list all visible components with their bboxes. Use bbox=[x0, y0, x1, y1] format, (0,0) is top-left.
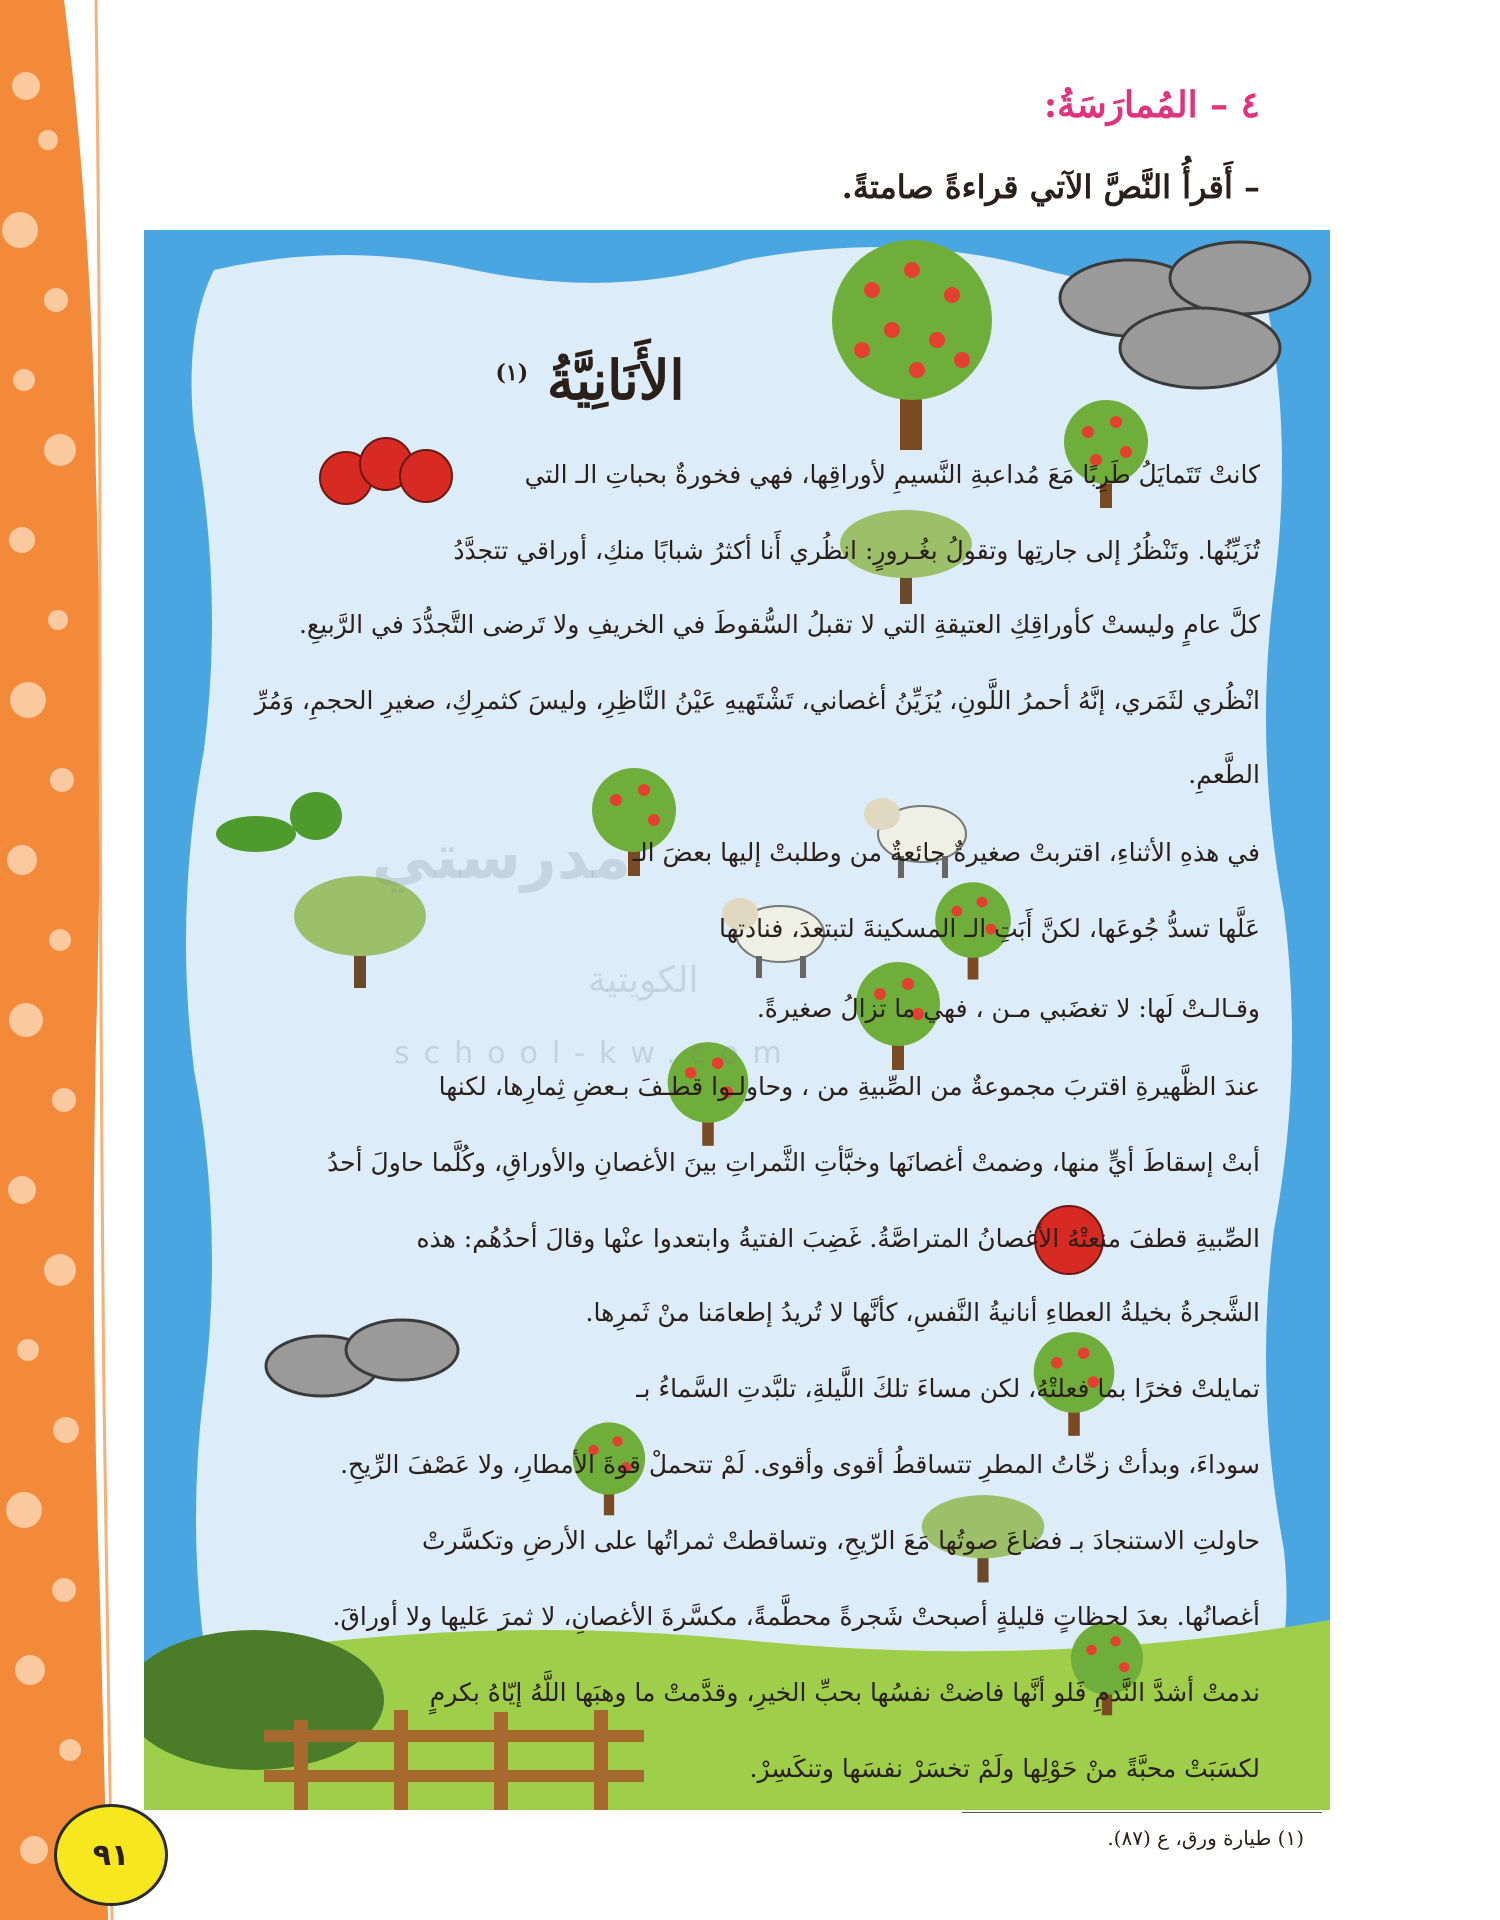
story-line: سوداءَ، وبدأتْ زخّاتُ المطرِ تتساقطُ أقوى وأقوى. لَمْ تتحملْ قوةَ الأمطارِ، ولا عَصْفَ الرِّيحِ. bbox=[340, 1450, 1260, 1479]
story-line: الصِّبيةِ قطفَ منعتْهُ الأغصانُ المتراصَّةُ. غَضِبَ الفتيةُ وابتعدوا عنْها وقالَ أحدُهُم: هذه bbox=[416, 1224, 1260, 1253]
story-line: تمايلتْ فخرًا بما فعلتْهُ، لكن مساءَ تلكَ اللَّيلةِ، تلبَّدتِ السَّماءُ بـ bbox=[636, 1374, 1260, 1403]
story-line: الطَّعمِ. bbox=[1188, 760, 1260, 789]
story-title bbox=[380, 348, 800, 412]
story-line: لكسَبَتْ محبَّةً منْ حَوْلِها ولَمْ تخسَرْ نفسَها وتنكَسِرْ. bbox=[749, 1754, 1260, 1783]
leaves-icon bbox=[216, 784, 346, 864]
story-line: عندَ الظَّهيرةِ اقتربَ مجموعةٌ من الصِّبيةِ من ، وحاولـوا قطـفَ بـعضِ ثِمارِها، لكنها bbox=[438, 1072, 1260, 1101]
storm-clouds-illustration bbox=[262, 1306, 462, 1416]
story-line: في هذهِ الأثناءِ، اقتربتْ صغيرةٌ جائعةٌ من وطلبتْ إليها بعضَ الـ bbox=[632, 838, 1260, 867]
story-line: الشَّجرةُ بخيلةُ العطاءِ أنانيةُ النَّفسِ، كأنَّها لا تُريدُ إطعامَنا منْ ثَمرِها. bbox=[585, 1298, 1260, 1327]
section-heading: ٤ – المُمارَسَةُ: bbox=[1043, 84, 1260, 126]
story-line: تُزَيِّنُها. وتَنْظُرُ إلى جارتِها وتقولُ بغُـرورٍ: انظُري أَنا أكثرُ شبابًا منكِ، أوراقي تتجدَّدُ bbox=[453, 536, 1260, 565]
story-line: أغصانُها. بعدَ لحظاتٍ قليلةٍ أصبحتْ شَجرةً محطَّمةً، مكسَّرةَ الأغصانِ، لا ثمرَ عَليها ولا أوراقَ. bbox=[332, 1602, 1260, 1631]
storm-clouds-illustration bbox=[1050, 228, 1320, 398]
watermark-subtitle: الكويتية bbox=[588, 960, 699, 1001]
red-apples-icon bbox=[316, 428, 456, 508]
story-line: حاولتِ الاستنجادَ بـ فضاعَ صوتُها مَعَ الرّيحِ، وتساقطتْ ثمراتُها على الأرضِ وتكسَّرتْ bbox=[422, 1526, 1260, 1555]
apple-tree-large-illustration bbox=[812, 240, 1012, 450]
story-line: انْظُري لثَمَري، إنَّهُ أحمرُ اللَّونِ، يُزَيِّنُ أغصاني، تَشْتَهيهِ عَيْنُ النَّاظِرِ، وليسَ كثمرِكِ، صغيرِ الحجمِ، وَمُرِّ bbox=[254, 686, 1260, 715]
story-line: كلَّ عامٍ وليستْ كأوراقِكِ العتيقةِ التي لا تقبلُ السُّقوطَ في الخريفِ ولا تَرضى التَّجدُّدَ في الرَّبيعِ. bbox=[298, 610, 1260, 639]
watermark-url: school-kw.com bbox=[394, 1036, 796, 1071]
footnote-divider bbox=[962, 1812, 1322, 1813]
story-line: ندمتْ أشدَّ النَّدمِ فَلو أنَّها فاضتْ نفسُها بحبِّ الخيرِ، وقدَّمتْ ما وهبَها اللَّهُ إيّاهُ بكرمٍ bbox=[429, 1678, 1260, 1707]
page-number-badge bbox=[54, 1804, 168, 1906]
story-line: عَلَّها تسدُّ جُوعَها، لكنَّ أَبَتِ الـ المسكينةَ لتبتعدَ، فنادتها bbox=[718, 914, 1260, 943]
reading-instruction: – أَقرأُ النَّصَّ الآتي قراءةً صامتةً. bbox=[841, 168, 1260, 206]
story-line: أبتْ إسقاطَ أيٍّ منها، وضمتْ أغصانَها وخبَّأتِ الثَّمراتِ بينَ الأغصانِ والأوراقِ، وكُلَّما حاولَ أحدُ bbox=[327, 1148, 1260, 1177]
footnote: (١) طيارة ورق، ع (٨٧). bbox=[1107, 1826, 1304, 1850]
page-number: ٩١ bbox=[92, 1837, 130, 1873]
story-title-text: الأَنَانِيَّةُ bbox=[546, 348, 685, 412]
story-line: كانتْ تَتَمايَلُ طَرِبًا مَعَ مُداعبةِ النَّسيمِ لأوراقِها، فهي فخورةٌ بحباتِ الـ التي bbox=[524, 460, 1260, 489]
story-title-reference: (١) bbox=[495, 360, 529, 386]
story-line: وقـالـتْ لَها: لا تغضَبي مـن ، فهي ما تزالُ صغيرةً. bbox=[756, 994, 1260, 1023]
watermark-brand: مدرستي bbox=[372, 820, 631, 893]
